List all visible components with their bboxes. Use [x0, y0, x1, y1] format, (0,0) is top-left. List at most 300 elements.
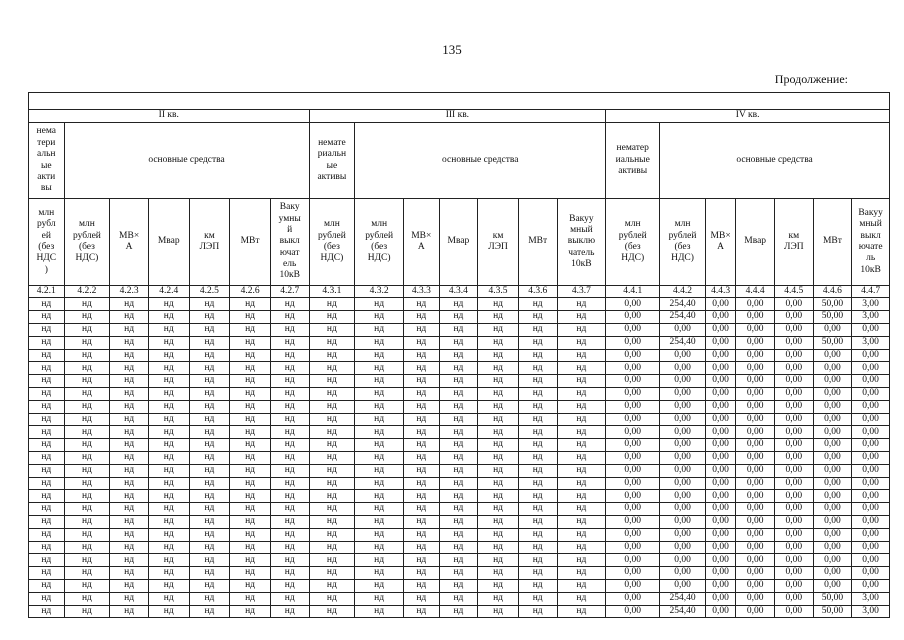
table-cell: 0,00 [813, 503, 852, 516]
table-cell: 0,00 [606, 349, 660, 362]
table-cell: 0,00 [606, 362, 660, 375]
table-cell: нд [309, 541, 355, 554]
table-cell: нд [189, 464, 230, 477]
table-cell: нд [557, 541, 606, 554]
table-cell: нд [189, 579, 230, 592]
table-cell: нд [148, 400, 189, 413]
table-cell: нд [309, 375, 355, 388]
table-cell: нд [189, 387, 230, 400]
column-code: 4.2.1 [29, 286, 65, 298]
table-cell: 0,00 [852, 515, 890, 528]
table-cell: нд [404, 323, 440, 336]
table-cell: 0,00 [736, 515, 775, 528]
table-row [29, 349, 890, 362]
table-cell: 0,00 [736, 362, 775, 375]
table-cell: нд [478, 515, 519, 528]
table-cell: нд [64, 567, 110, 580]
table-cell: нд [230, 515, 271, 528]
table-cell: нд [518, 464, 557, 477]
table-cell: нд [148, 464, 189, 477]
table-cell: 0,00 [774, 336, 813, 349]
unit-header: Мвар [148, 199, 189, 286]
table-cell: нд [189, 554, 230, 567]
table-cell: нд [355, 387, 404, 400]
table-row [29, 605, 890, 618]
table-cell: нд [64, 375, 110, 388]
table-cell: 0,00 [705, 541, 735, 554]
table-cell: нд [189, 528, 230, 541]
table-cell: нд [557, 400, 606, 413]
table-cell: нд [518, 413, 557, 426]
table-cell: нд [355, 541, 404, 554]
table-cell: нд [230, 579, 271, 592]
table-cell: нд [309, 451, 355, 464]
table-cell: нд [518, 336, 557, 349]
table-cell: нд [404, 400, 440, 413]
table-cell: нд [478, 592, 519, 605]
table-cell: 0,00 [705, 605, 735, 618]
table-cell: нд [148, 349, 189, 362]
table-cell: 254,40 [660, 336, 706, 349]
table-cell: 0,00 [660, 323, 706, 336]
table-cell: нд [189, 362, 230, 375]
table-cell: нд [557, 336, 606, 349]
table-cell: нд [270, 477, 309, 490]
column-code: 4.3.2 [355, 286, 404, 298]
table-cell: 0,00 [705, 490, 735, 503]
table-cell: нд [518, 605, 557, 618]
table-cell: 0,00 [774, 515, 813, 528]
table-cell: 0,00 [660, 400, 706, 413]
table-cell: нд [355, 400, 404, 413]
table-cell: 0,00 [606, 541, 660, 554]
table-cell: 0,00 [774, 477, 813, 490]
intangible-assets-header: нема тери альн ые акти вы [29, 123, 65, 199]
continuation-label: Продолжение: [774, 72, 848, 86]
column-code: 4.4.6 [813, 286, 852, 298]
table-cell: 0,00 [774, 387, 813, 400]
table-cell: 0,00 [606, 528, 660, 541]
unit-header: км ЛЭП [774, 199, 813, 286]
table-cell: 0,00 [852, 439, 890, 452]
table-cell: 0,00 [736, 554, 775, 567]
table-cell: 3,00 [852, 605, 890, 618]
table-cell: нд [189, 451, 230, 464]
table-cell: 0,00 [852, 362, 890, 375]
table-cell: нд [189, 311, 230, 324]
table-cell: 0,00 [774, 413, 813, 426]
column-code: 4.4.4 [736, 286, 775, 298]
table-cell: нд [404, 477, 440, 490]
table-cell: нд [439, 554, 478, 567]
table-cell: 0,00 [606, 387, 660, 400]
table-cell: нд [29, 375, 65, 388]
table-cell: нд [439, 503, 478, 516]
table-cell: нд [439, 349, 478, 362]
table-cell: нд [270, 413, 309, 426]
table-cell: 50,00 [813, 592, 852, 605]
column-code: 4.2.4 [148, 286, 189, 298]
table-cell: 0,00 [813, 349, 852, 362]
table-cell: нд [29, 528, 65, 541]
quarter-label: III кв. [309, 110, 606, 123]
table-cell: 0,00 [736, 311, 775, 324]
table-top-row [29, 93, 890, 110]
table-cell: нд [309, 439, 355, 452]
table-cell: нд [270, 298, 309, 311]
table-cell: нд [270, 579, 309, 592]
table-cell: 0,00 [774, 451, 813, 464]
table-cell: нд [439, 400, 478, 413]
table-cell: нд [148, 298, 189, 311]
table-cell: нд [230, 413, 271, 426]
table-cell: нд [478, 426, 519, 439]
table-cell: 0,00 [705, 451, 735, 464]
table-cell: нд [110, 477, 149, 490]
table-cell: 0,00 [736, 477, 775, 490]
table-cell: 0,00 [606, 323, 660, 336]
table-cell: нд [309, 336, 355, 349]
table-cell: нд [439, 541, 478, 554]
table-cell: 0,00 [705, 439, 735, 452]
table-cell: нд [309, 503, 355, 516]
table-cell: нд [355, 362, 404, 375]
table-cell: нд [230, 567, 271, 580]
table-cell: 0,00 [813, 439, 852, 452]
table-cell: нд [189, 426, 230, 439]
table-cell: нд [110, 311, 149, 324]
table-cell: нд [270, 349, 309, 362]
table-cell: 0,00 [736, 567, 775, 580]
table-cell: нд [110, 567, 149, 580]
table-cell: нд [148, 311, 189, 324]
table-cell: нд [64, 515, 110, 528]
table-cell: нд [557, 579, 606, 592]
table-cell: 0,00 [705, 464, 735, 477]
table-cell: 0,00 [774, 375, 813, 388]
table-cell: 0,00 [736, 387, 775, 400]
table-cell: 0,00 [774, 400, 813, 413]
category-header-row [29, 123, 890, 199]
column-code: 4.4.3 [705, 286, 735, 298]
table-row [29, 503, 890, 516]
table-cell: 0,00 [606, 451, 660, 464]
table-cell: нд [110, 451, 149, 464]
table-cell: нд [29, 323, 65, 336]
table-cell: нд [110, 298, 149, 311]
column-code: 4.4.2 [660, 286, 706, 298]
table-cell: нд [478, 503, 519, 516]
column-code: 4.3.5 [478, 286, 519, 298]
table-cell: нд [29, 298, 65, 311]
table-cell: нд [270, 464, 309, 477]
table-cell: нд [29, 503, 65, 516]
unit-header: млн рубл ей (без НДС ) [29, 199, 65, 286]
table-cell: 0,00 [774, 439, 813, 452]
table-cell: нд [309, 400, 355, 413]
table-cell: нд [110, 387, 149, 400]
table-cell: нд [355, 323, 404, 336]
table-cell: нд [478, 451, 519, 464]
table-cell: нд [110, 349, 149, 362]
table-cell: 0,00 [606, 375, 660, 388]
table-cell: нд [557, 515, 606, 528]
table-cell: нд [29, 400, 65, 413]
table-cell: нд [518, 503, 557, 516]
table-cell: 0,00 [606, 503, 660, 516]
table-cell: нд [64, 426, 110, 439]
table-cell: нд [404, 311, 440, 324]
table-row [29, 426, 890, 439]
table-cell: нд [230, 298, 271, 311]
table-cell: нд [478, 413, 519, 426]
table-cell: 0,00 [813, 515, 852, 528]
table-cell: нд [518, 451, 557, 464]
table-cell: нд [148, 426, 189, 439]
table-cell: нд [148, 503, 189, 516]
table-cell: 0,00 [813, 413, 852, 426]
table-cell: 0,00 [852, 567, 890, 580]
table-cell: 0,00 [660, 515, 706, 528]
table-cell: 0,00 [606, 605, 660, 618]
table-cell: нд [270, 503, 309, 516]
table-cell: 0,00 [660, 554, 706, 567]
table-cell: нд [29, 413, 65, 426]
table-cell: нд [478, 579, 519, 592]
table-cell: нд [309, 349, 355, 362]
table-cell: нд [110, 439, 149, 452]
table-cell: нд [230, 541, 271, 554]
table-cell: нд [148, 387, 189, 400]
table-cell: нд [148, 592, 189, 605]
table-cell: 0,00 [813, 477, 852, 490]
table-cell: нд [270, 592, 309, 605]
table-cell: 3,00 [852, 336, 890, 349]
table-cell: 0,00 [660, 451, 706, 464]
table-cell: нд [478, 400, 519, 413]
table-cell: нд [309, 323, 355, 336]
table-cell: 0,00 [705, 375, 735, 388]
unit-header: км ЛЭП [189, 199, 230, 286]
table-cell: нд [230, 439, 271, 452]
table-cell: нд [404, 387, 440, 400]
table-cell: нд [230, 554, 271, 567]
table-cell: нд [439, 477, 478, 490]
table-cell: нд [478, 567, 519, 580]
table-cell: нд [110, 464, 149, 477]
table-cell: нд [404, 298, 440, 311]
column-code: 4.3.3 [404, 286, 440, 298]
table-row [29, 311, 890, 324]
table-cell: нд [230, 592, 271, 605]
table-cell: нд [439, 375, 478, 388]
table-cell: нд [189, 413, 230, 426]
table-cell: нд [110, 541, 149, 554]
table-cell: 0,00 [736, 439, 775, 452]
table-cell: нд [478, 477, 519, 490]
table-row [29, 464, 890, 477]
table-cell: 0,00 [660, 490, 706, 503]
table-cell: нд [404, 528, 440, 541]
table-cell: 50,00 [813, 605, 852, 618]
table-cell: 0,00 [705, 477, 735, 490]
table-row [29, 375, 890, 388]
table-cell: нд [189, 323, 230, 336]
table-cell: 0,00 [736, 413, 775, 426]
table-cell: нд [64, 413, 110, 426]
table-cell: 0,00 [705, 336, 735, 349]
table-cell: нд [518, 298, 557, 311]
table-cell: 0,00 [852, 579, 890, 592]
table-cell: нд [557, 311, 606, 324]
table-cell: нд [478, 439, 519, 452]
table-cell: нд [355, 503, 404, 516]
table-cell: 0,00 [705, 515, 735, 528]
table-cell: 0,00 [852, 490, 890, 503]
table-cell: нд [557, 387, 606, 400]
table-cell: нд [230, 503, 271, 516]
table-cell: нд [29, 554, 65, 567]
table-cell: 0,00 [736, 464, 775, 477]
table-cell: нд [404, 336, 440, 349]
table-cell: нд [64, 362, 110, 375]
table-cell: нд [309, 567, 355, 580]
table-cell: нд [355, 605, 404, 618]
unit-header: Вакуу мный выклю чатель 10кВ [557, 199, 606, 286]
table-cell: нд [309, 387, 355, 400]
table-cell: 0,00 [705, 413, 735, 426]
table-cell: нд [355, 579, 404, 592]
table-cell: 0,00 [813, 426, 852, 439]
table-cell: нд [439, 451, 478, 464]
table-cell: нд [148, 567, 189, 580]
table-cell: нд [518, 387, 557, 400]
table-cell: нд [64, 605, 110, 618]
table-cell: нд [64, 336, 110, 349]
table-cell: 0,00 [736, 579, 775, 592]
table-cell: нд [189, 490, 230, 503]
table-cell: нд [518, 426, 557, 439]
table-cell: нд [148, 413, 189, 426]
table-cell: нд [439, 362, 478, 375]
table-cell: 0,00 [852, 375, 890, 388]
table-cell: нд [404, 503, 440, 516]
table-cell: нд [439, 515, 478, 528]
table-cell: нд [355, 336, 404, 349]
table-cell: 0,00 [660, 413, 706, 426]
table-row [29, 387, 890, 400]
table-cell: 0,00 [705, 567, 735, 580]
table-cell: 0,00 [660, 439, 706, 452]
table-cell: нд [110, 592, 149, 605]
table-cell: нд [518, 528, 557, 541]
table-cell: нд [439, 592, 478, 605]
table-cell: нд [64, 400, 110, 413]
column-code: 4.2.2 [64, 286, 110, 298]
table-cell: 0,00 [774, 464, 813, 477]
table-cell: нд [309, 477, 355, 490]
table-cell: нд [309, 528, 355, 541]
table-cell: нд [355, 477, 404, 490]
table-cell: 0,00 [606, 413, 660, 426]
table-cell: 0,00 [606, 439, 660, 452]
table-cell: 0,00 [705, 426, 735, 439]
table-cell: 0,00 [705, 528, 735, 541]
table-row [29, 515, 890, 528]
table-cell: нд [518, 439, 557, 452]
column-codes-row [29, 286, 890, 298]
table-cell: нд [518, 554, 557, 567]
table-cell: нд [64, 554, 110, 567]
unit-header: млн рублей (без НДС) [660, 199, 706, 286]
table-cell: нд [355, 413, 404, 426]
table-cell: 0,00 [852, 387, 890, 400]
unit-header: Мвар [736, 199, 775, 286]
table-cell: 0,00 [705, 349, 735, 362]
table-cell: 0,00 [606, 567, 660, 580]
column-code: 4.3.4 [439, 286, 478, 298]
table-cell: нд [29, 490, 65, 503]
table-cell: нд [518, 579, 557, 592]
table-cell: нд [64, 311, 110, 324]
table-row [29, 567, 890, 580]
table-cell: 0,00 [813, 567, 852, 580]
table-cell: нд [355, 464, 404, 477]
table-cell: нд [29, 336, 65, 349]
table-cell: 0,00 [736, 592, 775, 605]
table-cell: 3,00 [852, 311, 890, 324]
table-cell: 0,00 [813, 400, 852, 413]
table-cell: нд [309, 515, 355, 528]
table-cell: 0,00 [736, 323, 775, 336]
table-cell: нд [309, 605, 355, 618]
unit-header: Ваку умны й выкл ючат ель 10кВ [270, 199, 309, 286]
table-cell: нд [270, 311, 309, 324]
column-code: 4.2.7 [270, 286, 309, 298]
table-cell: нд [557, 375, 606, 388]
table-cell: нд [355, 349, 404, 362]
table-cell: нд [355, 592, 404, 605]
table-cell: нд [478, 554, 519, 567]
table-cell: нд [309, 554, 355, 567]
table-cell: нд [439, 605, 478, 618]
table-cell: нд [148, 477, 189, 490]
table-cell: нд [29, 605, 65, 618]
table-row [29, 362, 890, 375]
table-cell: 0,00 [774, 323, 813, 336]
table-cell: 0,00 [606, 554, 660, 567]
table-cell: нд [148, 579, 189, 592]
table-cell: 0,00 [813, 387, 852, 400]
table-cell: нд [148, 451, 189, 464]
table-cell: нд [518, 515, 557, 528]
table-cell: нд [404, 439, 440, 452]
table-cell: нд [189, 541, 230, 554]
table-cell: 0,00 [852, 554, 890, 567]
table-cell: нд [478, 311, 519, 324]
table-cell: 0,00 [852, 528, 890, 541]
column-code: 4.3.6 [518, 286, 557, 298]
table-cell: 0,00 [705, 503, 735, 516]
table-cell: 3,00 [852, 592, 890, 605]
table-cell: нд [270, 528, 309, 541]
table-cell: нд [557, 528, 606, 541]
table-cell: нд [518, 490, 557, 503]
table-cell: нд [110, 375, 149, 388]
table-cell: нд [557, 349, 606, 362]
table-cell: нд [189, 375, 230, 388]
table-cell: нд [64, 592, 110, 605]
